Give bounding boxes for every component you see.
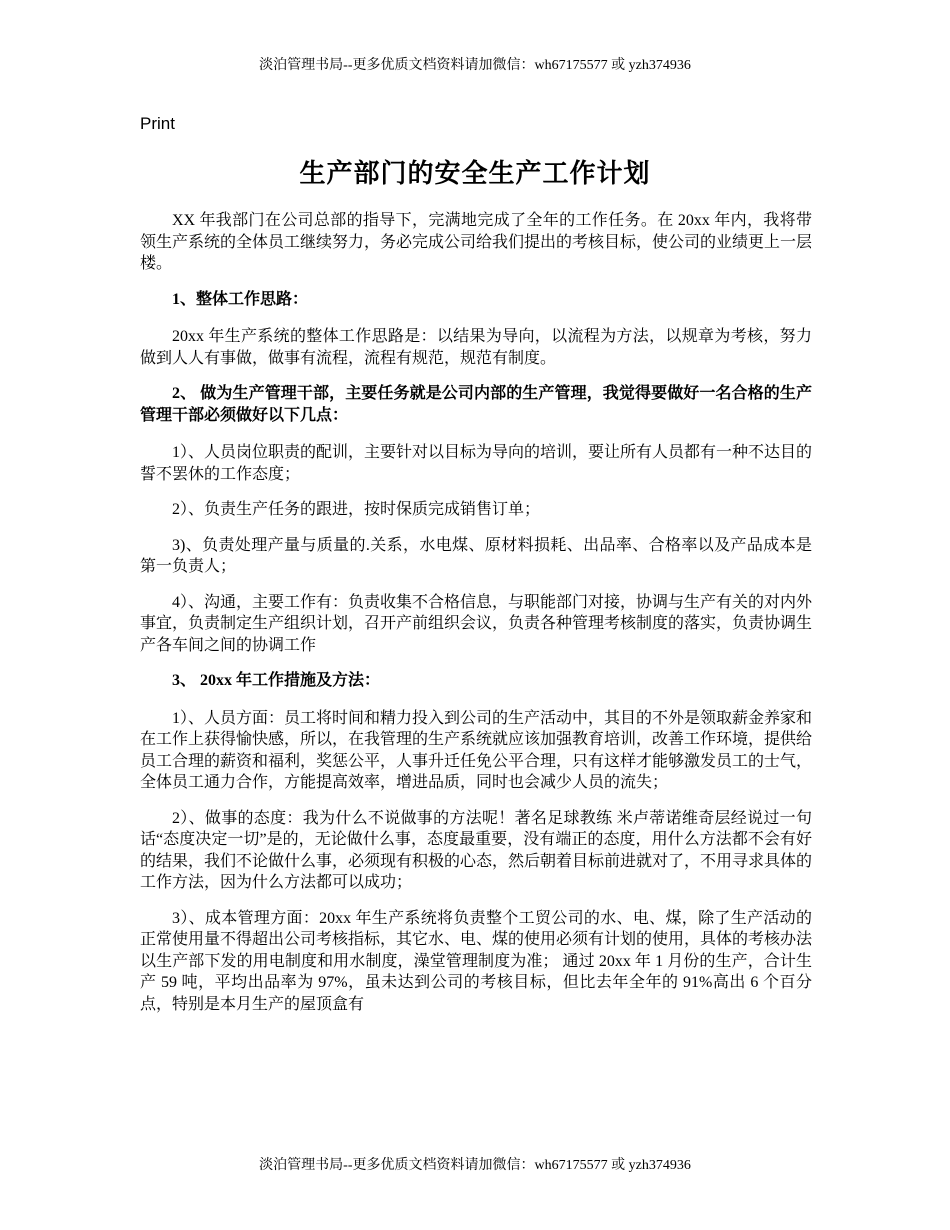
section-3-item-3: 3）、成本管理方面：20xx 年生产系统将负责整个工贸公司的水、电、煤，除了生产活动的正常使用量不得超出公司考核指标，其它水、电、煤的使用必须有计划的使用，具体的考核办法以生产部下发的用电制度和用水制度，澡堂管理制度为准； 通过 20xx 年 1 月份的生产，合计生产 59 吨，平均出品率为 97%，虽未达到公司的考核目标，但比去年全年的 91%高出 6 个百分点，特别是本月生产的屋顶盒有 bbox=[140, 909, 813, 1013]
section-heading-3: 3、 20xx 年工作措施及方法： bbox=[172, 672, 381, 689]
intro-paragraph: XX 年我部门在公司总部的指导下，完满地完成了全年的工作任务。在 20xx 年内，我将带领生产系统的全体员工继续努力，务必完成公司给我们提出的考核目标，使公司的业绩更上一层楼。 bbox=[140, 212, 813, 272]
print-label: Print bbox=[140, 114, 175, 133]
section-3-item-1: 1）、人员方面：员工将时间和精力投入到公司的生产活动中，其目的不外是领取薪金养家和在工作上获得愉快感，所以，在我管理的生产系统就应该加强教育培训，改善工作环境，提供给员工合理的薪资和福利，奖惩公平，人事升迁任免公平合理，只有这样才能够激发员工的士气，全体员工通力合作，方能提高效率，增进品质，同时也会减少人员的流失； bbox=[140, 709, 813, 791]
document-title: 生产部门的安全生产工作计划 bbox=[299, 159, 651, 189]
section-3-item-2: 2）、做事的态度：我为什么不说做事的方法呢！著名足球教练 米卢蒂诺维奇层经说过一句话“态度决定一切”是的，无论做什么事，态度最重要，没有端正的态度，用什么方法都不会有好的结果，我们不论做什么事，必须现有积极的心态，然后朝着目标前进就对了，不用寻求具体的工作方法，因为什么方法都可以成功； bbox=[140, 809, 813, 891]
section-2-item-4: 4）、沟通，主要工作有：负责收集不合格信息，与职能部门对接，协调与生产有关的对内外事宜，负责制定生产组织计划，召开产前组织会议，负责各种管理考核制度的落实，负责协调生产各车间之间的协调工作 bbox=[140, 593, 813, 654]
section-2-item-2: 2）、负责生产任务的跟进，按时保质完成销售订单； bbox=[172, 501, 541, 518]
section-heading-1: 1、整体工作思路： bbox=[172, 290, 309, 308]
section-2-item-3: 3)、负责处理产量与质量的.关系，水电煤、原材料损耗、出品率、合格率以及产品成本是第一负责人； bbox=[140, 536, 812, 575]
page-header: 淡泊管理书局--更多优质文档资料请加微信：wh67175577 或 yzh374936 bbox=[259, 58, 691, 73]
section-heading-2: 2、 做为生产管理干部，主要任务就是公司内部的生产管理，我觉得要做好一名合格的生产管理干部必须做好以下几点： bbox=[140, 385, 812, 424]
document-body bbox=[140, 210, 812, 1029]
section-2-item-1: 1）、人员岗位职责的配训，主要针对以目标为导向的培训，要让所有人员都有一种不达目的誓不罢休的工作态度； bbox=[140, 444, 813, 483]
page-footer: 淡泊管理书局--更多优质文档资料请加微信：wh67175577 或 yzh374936 bbox=[259, 1158, 691, 1173]
section-1-paragraph: 20xx 年生产系统的整体工作思路是：以结果为导向，以流程为方法，以规章为考核，努力做到人人有事做，做事有流程，流程有规范，规范有制度。 bbox=[140, 328, 812, 367]
